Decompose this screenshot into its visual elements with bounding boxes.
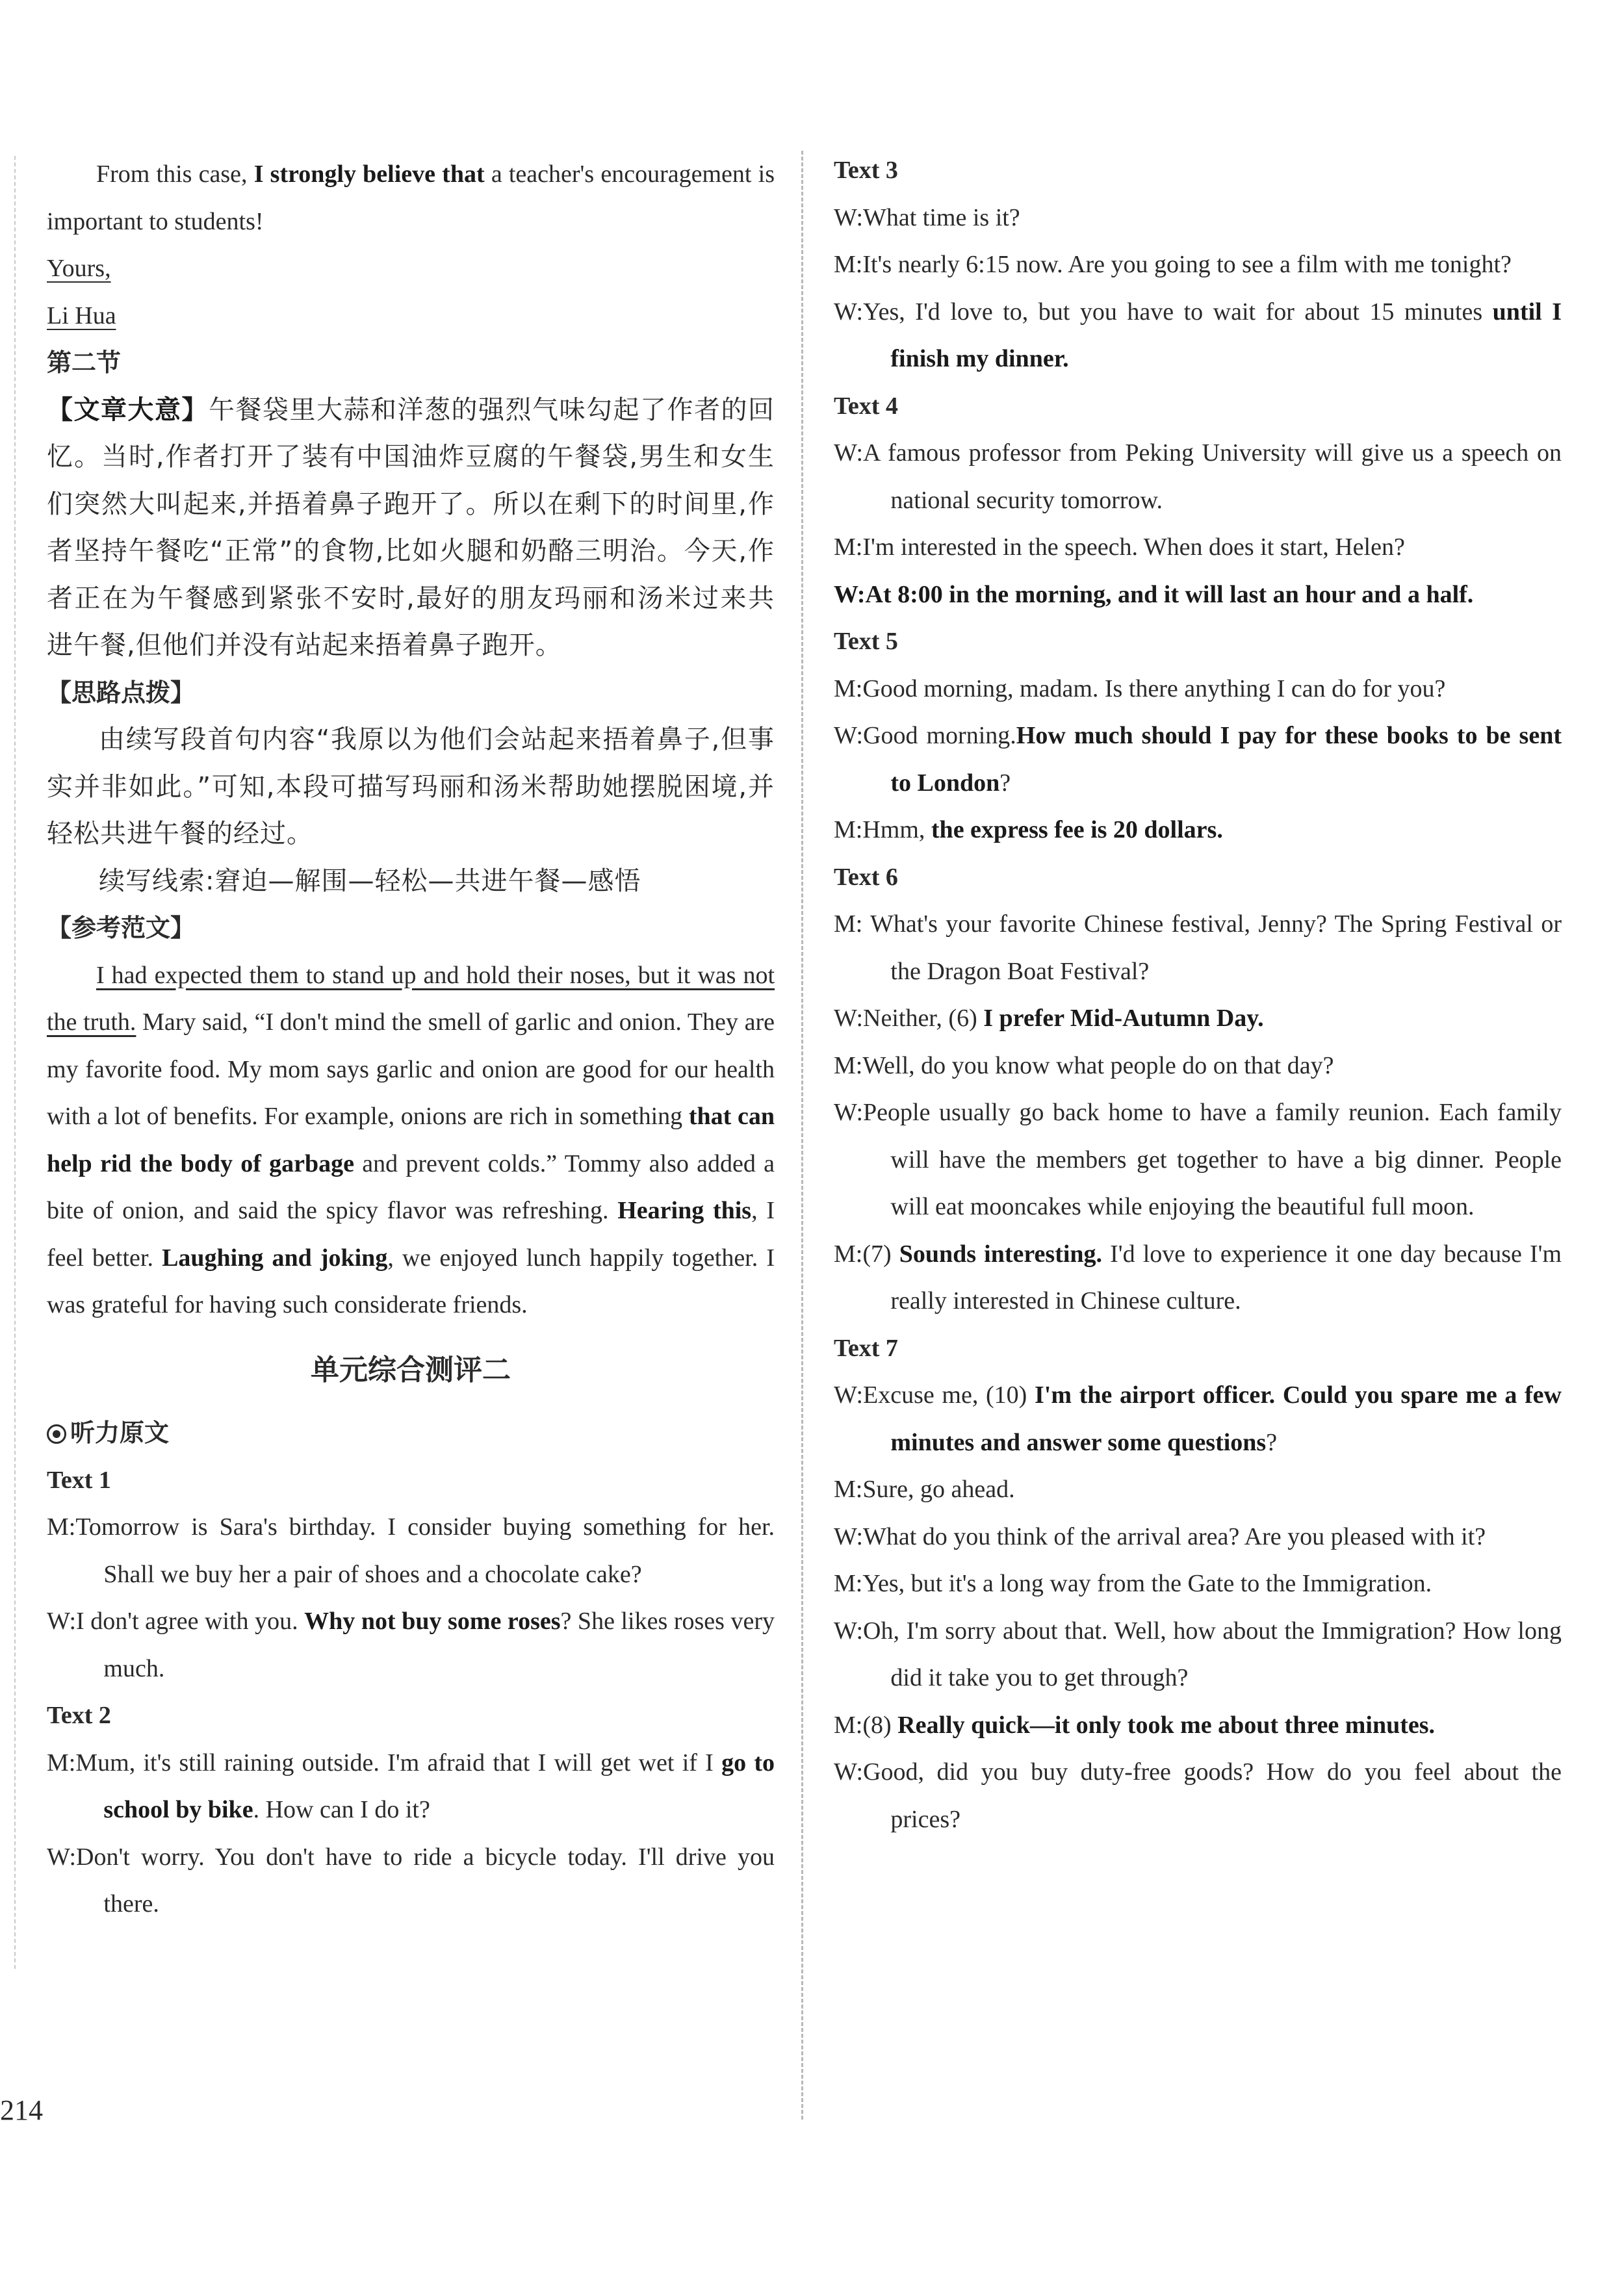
text-5-line: M:Good morning, madam. Is there anything I can do for you?: [834, 674, 1446, 702]
text-6-line: W:Neither, (6) I prefer Mid-Autumn Day.: [834, 1005, 1264, 1032]
text-6-line: M:(7) Sounds interesting. I'd love to experience it one day because I'm really interested in Chinese culture.: [834, 1240, 1562, 1315]
text-5-heading: Text 5: [834, 628, 898, 655]
column-divider: [801, 151, 803, 2120]
text-4-line: W:At 8:00 in the morning, and it will last an hour and a half.: [834, 580, 1474, 608]
text-3-heading: Text 3: [834, 157, 898, 184]
thinking-heading: 【思路点拨】: [47, 678, 196, 707]
text-2-heading: Text 2: [47, 1702, 111, 1729]
text-7-heading: Text 7: [834, 1334, 898, 1362]
text-6-heading: Text 6: [834, 863, 898, 891]
text-6-line: M: What's your favorite Chinese festival, Jenny? The Spring Festival or the Dragon Boat Festival?: [834, 910, 1562, 985]
text-7-line: W:What do you think of the arrival area? Are you pleased with it?: [834, 1522, 1486, 1550]
section-2-heading: 第二节: [47, 348, 122, 377]
text-3-line: W:Yes, I'd love to, but you have to wait for about 15 minutes until I finish my dinner.: [834, 298, 1562, 372]
text-4-heading: Text 4: [834, 392, 898, 420]
closing-paragraph: From this case, I strongly believe that a teacher's encouragement is important to students!: [47, 160, 775, 235]
text-7-line: W:Excuse me, (10) I'm the airport officer. Could you spare me a few minutes and answer some questions?: [834, 1381, 1562, 1456]
text-6-line: M:Well, do you know what people do on that day?: [834, 1051, 1334, 1079]
text-6-line: W:People usually go back home to have a family reunion. Each family will have the members get together to have a big dinner. People will eat mooncakes while enjoying the beautiful full moon.: [834, 1099, 1562, 1220]
sample-heading: 【参考范文】: [47, 914, 196, 942]
text-7-line: M:(8) Really quick—it only took me about three minutes.: [834, 1711, 1436, 1739]
text-7-line: W:Oh, I'm sorry about that. Well, how about the Immigration? How long did it take you to get through?: [834, 1617, 1562, 1691]
letter-closing: Yours,: [47, 255, 111, 282]
unit-test-title: 单元综合测评二: [311, 1353, 511, 1387]
text-2-line: M:Mum, it's still raining outside. I'm afraid that I will get wet if I go to school by bike. How can I do it?: [47, 1749, 775, 1823]
letter-signature: Li Hua: [47, 302, 116, 329]
right-column: [834, 147, 1562, 1843]
text-2-line: W:Don't worry. You don't have to ride a bicycle today. I'll drive you there.: [47, 1843, 775, 1918]
bullet-icon: [47, 1424, 66, 1444]
text-1-line: M:Tomorrow is Sara's birthday. I consider buying something for her. Shall we buy her a pair of shoes and a chocolate cake?: [47, 1513, 775, 1588]
continuation-clue: 续写线索:窘迫—解围—轻松—共进午餐—感悟: [99, 866, 641, 896]
text-4-line: M:I'm interested in the speech. When does it start, Helen?: [834, 533, 1405, 561]
text-1-heading: Text 1: [47, 1466, 111, 1494]
text-7-line: M:Yes, but it's a long way from the Gate to the Immigration.: [834, 1570, 1432, 1597]
summary-paragraph: 【文章大意】午餐袋里大蒜和洋葱的强烈气味勾起了作者的回忆。当时,作者打开了装有中国油炸豆腐的午餐袋,男生和女生们突然大叫起来,并捂着鼻子跑开了。所以在剩下的时间里,作者坚持午餐吃“正常”的食物,比如火腿和奶酪三明治。今天,作者正在为午餐感到紧张不安时,最好的朋友玛丽和汤米过来共进午餐,但他们并没有站起来捂着鼻子跑开。: [47, 394, 775, 660]
text-3-line: M:It's nearly 6:15 now. Are you going to see a film with me tonight?: [834, 251, 1512, 278]
text-4-line: W:A famous professor from Peking University will give us a speech on national security tomorrow.: [834, 439, 1562, 514]
page-number: 214: [0, 2094, 43, 2126]
listening-heading: 听力原文: [47, 1409, 775, 1457]
text-5-line: W:Good morning.How much should I pay for these books to be sent to London?: [834, 722, 1562, 797]
text-7-line: M:Sure, go ahead.: [834, 1476, 1015, 1503]
text-3-line: W:What time is it?: [834, 203, 1020, 231]
text-1-line: W:I don't agree with you. Why not buy some roses? She likes roses very much.: [47, 1608, 775, 1682]
left-margin-rule: [14, 156, 16, 1969]
thinking-paragraph: 由续写段首句内容“我原以为他们会站起来捂着鼻子,但事实并非如此。”可知,本段可描写玛丽和汤米帮助她摆脱困境,并轻松共进午餐的经过。: [47, 725, 775, 849]
text-7-line: W:Good, did you buy duty-free goods? How do you feel about the prices?: [834, 1758, 1562, 1833]
text-5-line: M:Hmm, the express fee is 20 dollars.: [834, 816, 1223, 843]
left-column: [47, 151, 775, 1928]
sample-essay: I had expected them to stand up and hold their noses, but it was not the truth. Mary said, “I don't mind the smell of garlic and onion. They are my favorite food. My mom says garlic and onion are good for our health with a lot of benefits. For example, onions are rich in something that can help rid the body of garbage and prevent colds.” Tommy also added a bite of onion, and said the spicy flavor was refreshing. Hearing this, I feel better. Laughing and joking, we enjoyed lunch happily together. I was grateful for having such considerate friends.: [47, 961, 775, 1318]
